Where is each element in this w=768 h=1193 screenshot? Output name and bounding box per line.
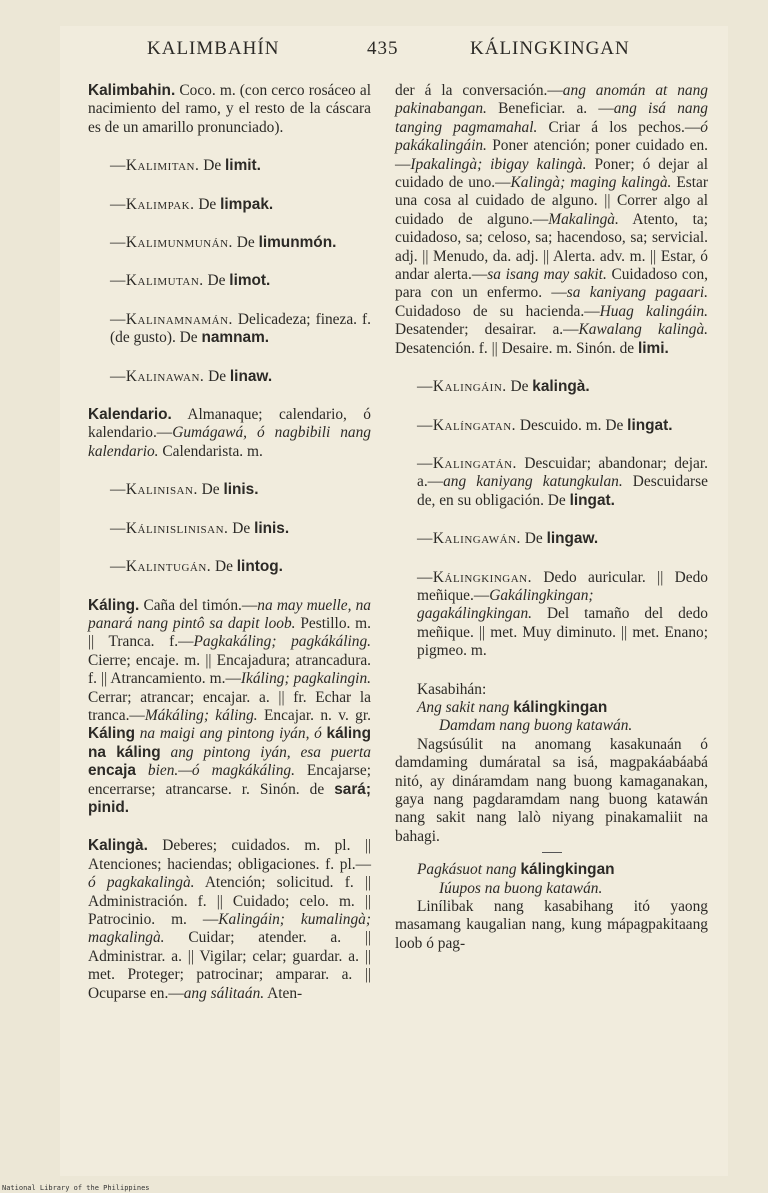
header-right-guide-word: KÁLINGKINGAN	[470, 38, 630, 59]
entry-kalinawan: —Kalinawan. De linaw.	[110, 367, 273, 385]
entry-kalimitan: —Kalimitan. De limit.	[110, 157, 261, 175]
kasabihan-block	[395, 681, 708, 736]
entry-kalingawan: —Kalingawán. De lingaw.	[417, 530, 599, 548]
entry-kalimbahin: Kalimbahin. Coco. m. (con cerco rosáceo al nacimiento del ramo, y el resto de la cáscara es de un amarillo pronunciado).	[88, 82, 371, 136]
page-number: 435	[367, 38, 399, 59]
left-column	[88, 82, 371, 1023]
entry-kalinamnaman: —Kalinamnamán. Delicadeza; fineza. f. (de gusto). De namnam.	[110, 310, 371, 347]
entry-kalingatan-verb: —Kalingatán. Descuidar; abandonar; dejar. a.—ang kaniyang katungkulan. Descuidarse de, en su obligación. De lingat.	[417, 454, 708, 509]
entry-kalimutan: —Kalimutan. De limot.	[110, 272, 271, 290]
entry-kalinga: Kalingà. Deberes; cuidados. m. pl. || Atenciones; haciendas; obligaciones. f. pl.—ó pagkakalingà. Atención; solicitud. f. || Administración. f. || Cuidado; celo. m. || Patrocinio. m. —Kalingáin; kumalingà; magkalingà. Cuidar; atender. a. || Administrar. a. || Vigilar; celar; guardar. a. || met. Proteger; patrocinar; amparar. a. || Ocuparse en.—ang sálitaán. Aten-	[88, 837, 372, 1002]
entry-kalimpak: —Kalimpak. De limpak.	[110, 195, 274, 213]
kasabihan-verse-line-2: Damdam nang buong katawán.	[439, 717, 633, 735]
entry-kalingatan-noun: —Kalíngatan. Descuido. m. De lingat.	[417, 416, 673, 434]
pagkasuot-verse-line-1: Pagkásuot nang kálingkingan	[417, 861, 615, 879]
entry-kaling: Káling. Caña del timón.—na may muelle, na panará nang pintô sa dapit loob. Pestillo. m. || Tranca. f.—Pagkakáling; pagkákáling. Cierre; encaje. m. || Encajadura; atrancadura. f. || Atrancamiento. m.—Ikáling; pagkalingin. Cerrar; atrancar; encajar. a. || fr. Echar la tranca.—Mákáling; káling. Encajar. n. v. gr. Káling na maigi ang pintong iyán, ó káling na káling ang pintong iyán, esa puerta encaja bien.—ó magkákáling. Encajarse; encerrarse; atrancarse. r. Sinón. de sará; pinid.	[88, 596, 371, 816]
library-footer: National Library of the Philippines	[2, 1184, 150, 1192]
entry-kalinislinisan: —Kálinislinisan. De linis.	[110, 519, 290, 537]
entry-kalingain: —Kalingáin. De kalingà.	[417, 378, 590, 396]
pagkasuot-block	[395, 861, 708, 898]
kasabihan-label: Kasabihán:	[417, 680, 487, 698]
right-column	[395, 82, 708, 953]
entry-kalimunmunan: —Kalimunmunán. De limunmón.	[110, 234, 337, 252]
entry-kalintugan: —Kalintugán. De lintog.	[110, 558, 283, 576]
entry-kalingkingan: —Kálingkingan. Dedo auricular. || Dedo meñique.—Gakálingkingan; gagakálingkingan. Del tamaño del dedo meñique. || met. Muy diminuto. || met. Enano; pigmeo. m.	[417, 568, 708, 660]
running-header	[0, 38, 768, 68]
entry-kalendario: Kalendario. Almanaque; calendario, ó kalendario.—Gumágawá, ó nagbibili nang kalendario. Calendarista. m.	[88, 406, 371, 460]
kasabihan-explanation: Nagsúsúlit na anomang kasakunaán ó damdaming dumáratal sa isá, magpakáabáabá nitó, ay dináramdam nang buong kamaganakan, gaya nang pagdaramdam nang buong katawán nang sakit nang lalò niyang pinakamaliit na bahagi.	[395, 735, 708, 845]
header-left-guide-word: KALIMBAHÍN	[147, 38, 280, 59]
pagkasuot-verse-line-2: Iúupos na buong katawán.	[439, 879, 603, 897]
section-divider	[542, 852, 562, 853]
pagkasuot-explanation: Linílibak nang kasabihang itó yaong masamang kaugalian nang, kung mápagpakitaang loob ó pag-	[395, 898, 708, 952]
entry-kalinga-continued: der á la conversación.—ang anomán at nang pakinabangan. Beneficiar. a. —ang isá nang tanging pagmamahal. Criar á los pechos.—ó pakákalingáin. Poner atención; poner cuidado en.—Ipakalingà; ibigay kalingà. Poner; ó dejar al cuidado de uno.—Kalingà; maging kalingà. Estar una cosa al cuidado de alguno. || Correr algo al cuidado de alguno.—Makalingà. Atento, ta; cuidadoso, sa; celoso, sa; hacendoso, sa; servicial. adj. || Menudo, da. adj. || Alerta. adv. m. || Estar, ó andar alerta.—sa isang may sakit. Cuidadoso con, para con un enfermo. —sa kaniyang pagaari. Cuidadoso de su hacienda.—Huag kalingáin. Desatender; desairar. a.—Kawalang kalingà. Desatención. f. || Desaire. m. Sinón. de limi.	[395, 82, 709, 357]
entry-kalinisan: —Kalinisan. De linis.	[110, 481, 259, 499]
kasabihan-verse-line-1: Ang sakit nang kálingkingan	[417, 698, 608, 716]
